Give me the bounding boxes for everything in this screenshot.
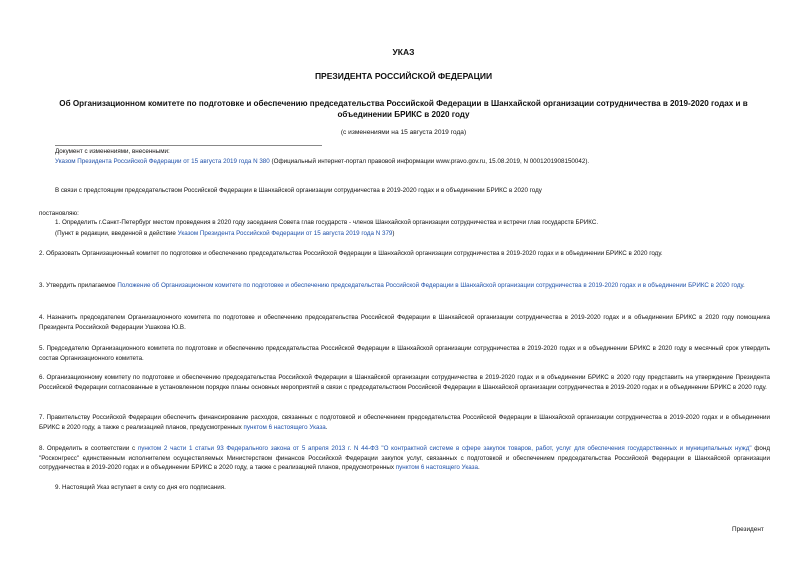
paragraph-7-lead: 7. Правительству Российской Федерации обеспечить финансирование расходов, связанных с подготовкой и обеспечением председательства Российской Федерации в Шанхайской организации сотрудничества в 2019-2020 годах и в объединении БРИКС в 2020 году, а также с реализацией планов, предусмотренных — [39, 414, 770, 431]
signature-title: Президент — [732, 526, 764, 533]
paragraph-4: 4. Назначить председателем Организационного комитета по подготовке и обеспечению председательства Российской Федерации в Шанхайской организации сотрудничества в 2019-2020 годах и в объединении БРИКС в 2020 году помощника Президента Российской Федерации Ушакова Ю.В. — [39, 314, 770, 331]
amendments-line — [55, 157, 770, 167]
paragraph-8-middle: фонд "Росконгресс" единственным исполнителем осуществляемых Министерством финансов Российской Федерации закупок услуг, связанных с подготовкой и обеспечением председательства Российской Федерации в Шанхайской организации сотрудничества в 2019-2020 годах и в объединении БРИКС в 2020 году, а также с реализацией планов, предусмотренных — [39, 445, 771, 472]
clause-6-link[interactable]: пунктом 6 настоящего Указа — [243, 423, 326, 431]
document-heading: УКАЗ — [392, 47, 415, 57]
amendment-379-link[interactable]: Указом Президента Российской Федерации от 15 августа 2019 года N 379 — [177, 230, 393, 237]
paragraph-3 — [39, 281, 770, 291]
paragraph-1-note — [55, 229, 775, 239]
amendment-link[interactable]: Указом Президента Российской Федерации от 15 августа 2019 года N 380 — [55, 158, 270, 165]
paragraph-9: 9. Настоящий Указ вступает в силу со дня его подписания. — [55, 484, 226, 491]
paragraph-8-end: . — [477, 464, 480, 472]
paragraph-8-lead: 8. Определить в соответствии с — [39, 445, 138, 452]
paragraph-3-lead: 3. Утвердить прилагаемое — [39, 282, 118, 289]
paragraph-5: 5. Председателю Организационного комитета по подготовке и обеспечению председательства Российской Федерации в Шанхайской организации сотрудничества в 2019-2020 годах и в объединении БРИКС в 2020 году в месячный срок утвердить состав Организационного комитета. — [39, 345, 770, 362]
clause-6-link-2[interactable]: пунктом 6 настоящего Указа — [395, 464, 478, 472]
paragraph-8 — [39, 444, 770, 473]
amendment-source: (Официальный интернет-портал правовой информации www.pravo.gov.ru, 15.08.2019, N 0001201908150042). — [269, 158, 590, 165]
amendments-intro: Документ с изменениями, внесенными: — [55, 148, 170, 155]
regulation-link[interactable]: Положение об Организационном комитете по подготовке и обеспечению председательства Российской Федерации в Шанхайской организации сотрудничества в 2019-2020 годах и в объединении БРИКС в 2020 году — [117, 282, 743, 289]
federal-law-link[interactable]: пунктом 2 части 1 статьи 93 Федерального закона от 5 апреля 2013 г. N 44-ФЗ "О контрактной системе в сфере закупок товаров, работ, услуг для обеспечения государственных и муниципальных нужд" — [137, 445, 752, 452]
paragraph-7 — [39, 413, 770, 432]
note-suffix: ) — [392, 230, 395, 237]
paragraph-3-end: . — [743, 282, 745, 289]
note-prefix: (Пункт в редакции, введенной в действие — [55, 230, 178, 237]
document-title: Об Организационном комитете по подготовке и обеспечению председательства Российской Федерации в Шанхайской организации сотрудничества в 2019-2020 годах и в объединении БРИКС в 2020 году — [59, 99, 748, 119]
paragraph-7-end: . — [325, 423, 328, 431]
divider — [55, 145, 322, 146]
decree-word: постановляю: — [39, 210, 79, 217]
paragraph-6: 6. Организационному комитету по подготовке и обеспечению председательства Российской Федерации в Шанхайской организации сотрудничества в 2019-2020 годах и в объединении БРИКС в 2020 году представить на утверждение Президента Российской Федерации согласованные в установленном порядке планы основных мероприятий в связи с председательством Российской Федерации в Шанхайской организации сотрудничества в 2019-2020 годах и в объединении БРИКС в 2020 году. — [39, 374, 770, 391]
changes-note: (с изменениями на 15 августа 2019 года) — [340, 129, 467, 136]
preamble: В связи с предстоящим председательством Российской Федерации в Шанхайской организации сотрудничества в 2019-2020 годах и в объединении БРИКС в 2020 году — [55, 187, 542, 194]
paragraph-2: 2. Образовать Организационный комитет по подготовке и обеспечению председательства Российской Федерации в Шанхайской организации сотрудничества в 2019-2020 годах и в объединении БРИКС в 2020 году. — [39, 250, 663, 257]
paragraph-1: 1. Определить г.Санкт-Петербург местом проведения в 2020 году заседания Совета глав государств - членов Шанхайской организации сотрудничества и встречи глав государств БРИКС. — [55, 219, 599, 226]
document-issuer: ПРЕЗИДЕНТА РОССИЙСКОЙ ФЕДЕРАЦИИ — [314, 71, 493, 81]
